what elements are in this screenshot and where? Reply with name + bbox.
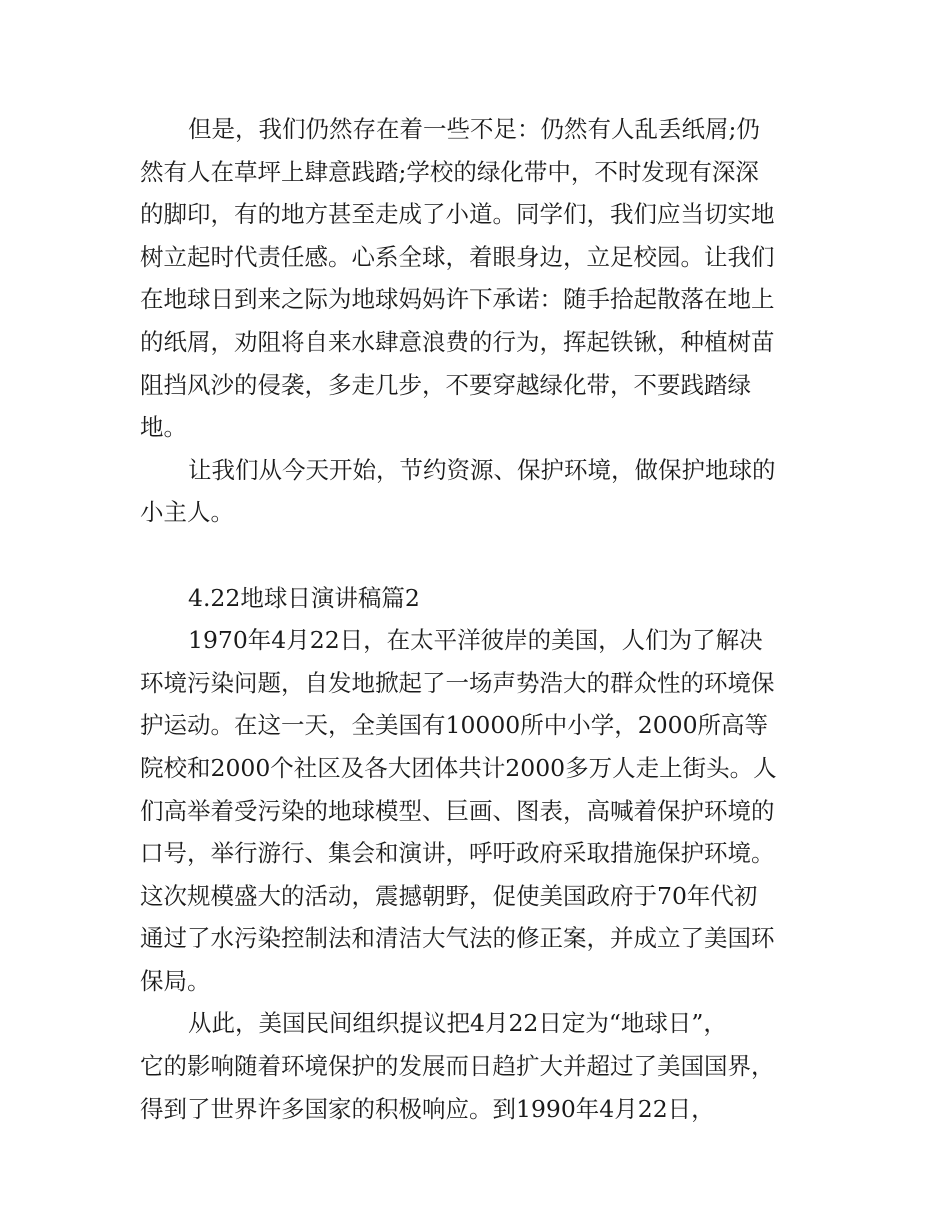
text-line: 护运动。在这一天，全美国有10000所中小学，2000所高等: [140, 711, 769, 740]
text-line: 让我们从今天开始，节约资源、保护环境，做保护地球的: [188, 455, 776, 484]
section-heading: 4.22地球日演讲稿篇2: [188, 583, 420, 612]
text-line: 从此，美国民间组织提议把4月22日定为“地球日”，: [188, 1009, 727, 1038]
paragraph-spacer: [140, 534, 830, 577]
text-line: 院校和2000个社区及各大团体共计2000多万人走上街头。人: [140, 753, 777, 782]
paragraph-3: [140, 619, 830, 1002]
paragraph-4: [140, 1002, 830, 1130]
text-line: 口号，举行游行、集会和演讲，呼吁政府采取措施保护环境。: [140, 839, 775, 868]
text-line: 小主人。: [140, 498, 234, 527]
text-line: 的纸屑，劝阻将自来水肆意浪费的行为，挥起铁锹，种植树苗: [140, 327, 775, 356]
text-line: 地。: [140, 413, 187, 442]
text-line: 环境污染问题，自发地掀起了一场声势浩大的群众性的环境保: [140, 668, 775, 697]
text-line: 通过了水污染控制法和清洁大气法的修正案，并成立了美国环: [140, 924, 775, 953]
text-line: 阻挡风沙的侵袭，多走几步，不要穿越绿化带，不要践踏绿: [140, 370, 751, 399]
paragraph-2: [140, 449, 830, 534]
text-line: 然有人在草坪上肆意践踏;学校的绿化带中，不时发现有深深: [140, 157, 759, 186]
text-line: 1970年4月22日，在太平洋彼岸的美国，人们为了解决: [188, 626, 763, 655]
document-body: [140, 108, 830, 1130]
text-line: 它的影响随着环境保护的发展而日趋扩大并超过了美国国界，: [140, 1052, 775, 1081]
text-line: 们高举着受污染的地球模型、巨画、图表，高喊着保护环境的: [140, 796, 775, 825]
text-line: 但是，我们仍然存在着一些不足：仍然有人乱丢纸屑;仍: [188, 115, 760, 143]
text-line: 保局。: [140, 966, 211, 995]
paragraph-1: [140, 108, 830, 449]
text-line: 树立起时代责任感。心系全球，着眼身边，立足校园。让我们: [140, 242, 775, 271]
text-line: 的脚印，有的地方甚至走成了小道。同学们，我们应当切实地: [140, 200, 775, 229]
text-line: 这次规模盛大的活动，震撼朝野，促使美国政府于70年代初: [140, 881, 758, 910]
text-line: 得到了世界许多国家的积极响应。到1990年4月22日，: [140, 1094, 715, 1123]
text-line: 在地球日到来之际为地球妈妈许下承诺：随手拾起散落在地上: [140, 285, 775, 314]
